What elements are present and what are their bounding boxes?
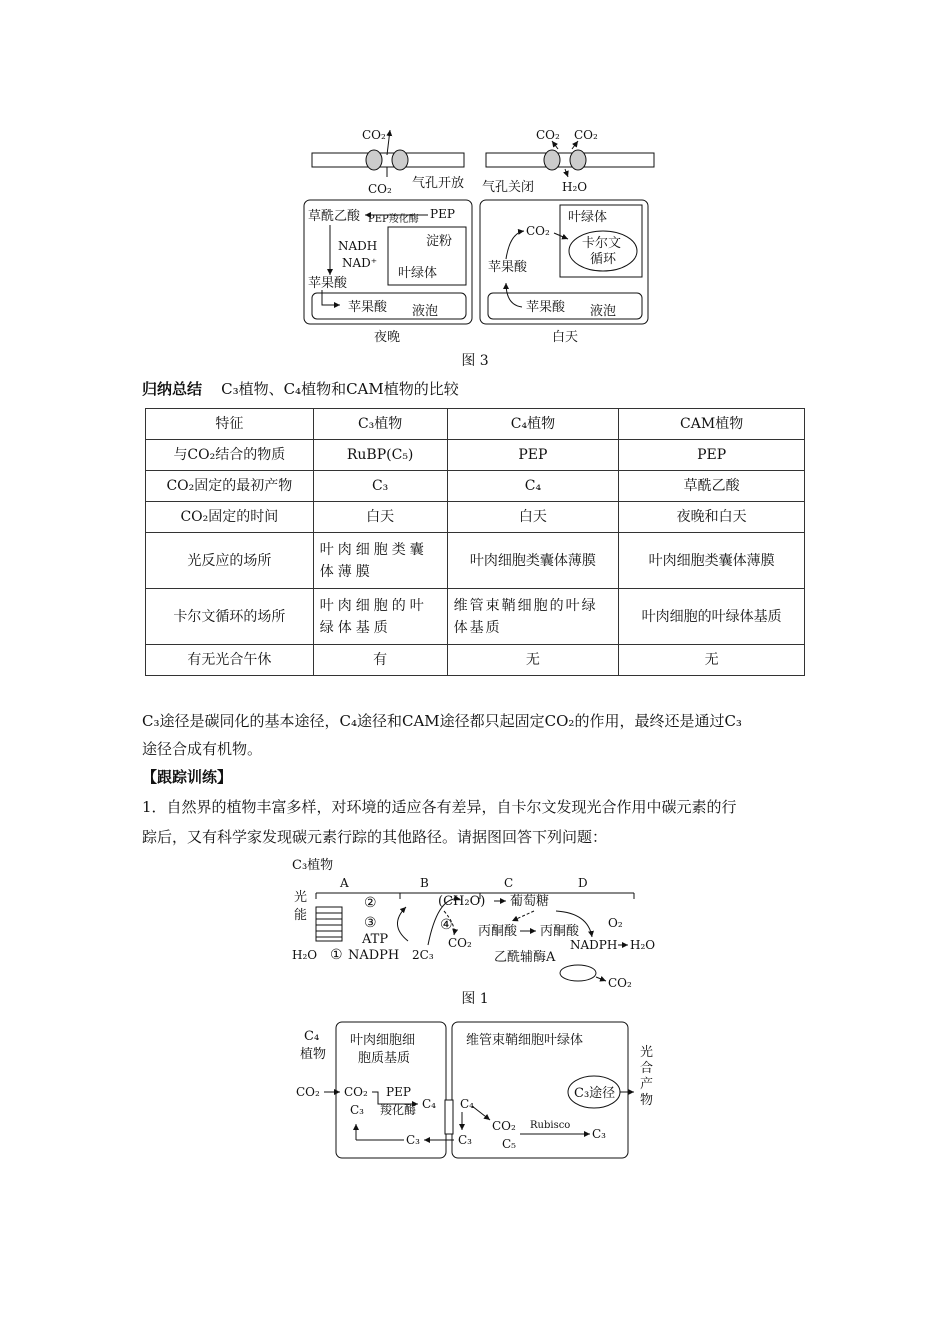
table-cell: 叶肉细胞的叶绿体基质 [619, 589, 805, 645]
table-cell: 卡尔文循环的场所 [146, 589, 314, 645]
fig2-co2-in: CO₂ [296, 1085, 320, 1099]
figure-3-cam-diagram [300, 125, 660, 350]
table-header-cell: C₃植物 [313, 409, 447, 440]
table-cell: 维管束鞘细胞的叶绿体基质 [447, 589, 619, 645]
day-co2: CO₂ [526, 224, 550, 238]
fig1-nadph-2: NADPH [570, 938, 618, 952]
day-calvin-2: 循环 [590, 252, 617, 267]
table-cell: PEP [447, 440, 619, 471]
table-header-cell: 特征 [146, 409, 314, 440]
summary-title: C₃植物、C₄植物和CAM植物的比较 [221, 380, 459, 398]
night-chloroplast: 叶绿体 [398, 266, 438, 281]
fig1-nadph: NADPH [348, 948, 400, 963]
fig2-enzyme: 羧化酶 [380, 1103, 417, 1117]
fig2-c4-a: C₄ [422, 1097, 436, 1111]
table-cell: 夜晚和白天 [619, 502, 805, 533]
table-cell: RuBP(C₅) [313, 440, 447, 471]
day-calvin-1: 卡尔文 [582, 236, 622, 251]
day-malate-2: 苹果酸 [526, 300, 566, 315]
fig2-c3-a: C₃ [350, 1103, 364, 1117]
table-cell: C₄ [447, 471, 619, 502]
table-row [146, 533, 805, 589]
fig1-co2: CO₂ [448, 936, 472, 950]
fig1-ch2o: (CH₂O) [438, 894, 486, 909]
summary-heading [142, 378, 459, 399]
night-co2-bottom: CO₂ [368, 182, 392, 196]
night-nadh: NADH [338, 239, 378, 253]
figure-1-c3-diagram [288, 855, 668, 995]
fig2-co2: CO₂ [344, 1085, 368, 1099]
fig1-pyruvate-2: 丙酮酸 [540, 924, 580, 939]
fig1-co2-b: CO₂ [608, 976, 632, 990]
fig2-mesophyll-2: 胞质基质 [358, 1051, 411, 1066]
table-cell: 有无光合午休 [146, 645, 314, 676]
fig2-plant-2: 植物 [300, 1047, 327, 1062]
comparison-table [145, 408, 805, 676]
fig2-product-3: 产 [640, 1077, 654, 1092]
day-stoma-label: 气孔关闭 [482, 180, 535, 195]
fig1-label-d: D [578, 876, 588, 890]
fig1-h2o: H₂O [292, 948, 318, 962]
paragraph-line: C₃途径是碳同化的基本途径，C₄途径和CAM途径都只起固定CO₂的作用，最终还是通过C₃ [142, 712, 742, 730]
fig1-step-2: ② [364, 895, 377, 911]
table-header-cell: CAM植物 [619, 409, 805, 440]
table-row [146, 589, 805, 645]
table-cell: 白天 [447, 502, 619, 533]
fig2-product-1: 光 [640, 1045, 654, 1060]
fig2-plant-1: C₄ [304, 1029, 320, 1044]
table-cell: 无 [619, 645, 805, 676]
fig2-rubisco: Rubisco [530, 1120, 571, 1131]
night-malate-2: 苹果酸 [348, 300, 388, 315]
question-line: 踪后，又有科学家发现碳元素行踪的其他路径。请据图回答下列问题： [142, 828, 608, 846]
table-cell: 叶肉细胞类囊体薄膜 [313, 533, 447, 589]
table-cell: 白天 [313, 502, 447, 533]
table-cell: CO₂固定的最初产物 [146, 471, 314, 502]
day-malate-1: 苹果酸 [488, 260, 528, 275]
fig2-product-4: 物 [640, 1093, 654, 1108]
table-cell: C₃ [313, 471, 447, 502]
table-cell: 叶肉细胞类囊体薄膜 [619, 533, 805, 589]
night-vacuole: 液泡 [412, 304, 439, 319]
night-starch: 淀粉 [426, 234, 453, 249]
fig1-step-3: ③ [364, 915, 377, 931]
fig1-atp: ATP [362, 932, 389, 947]
fig1-step-1: ① [330, 947, 343, 963]
table-cell: 与CO₂结合的物质 [146, 440, 314, 471]
fig1-o2: O₂ [608, 916, 623, 930]
fig1-label-a: A [340, 876, 349, 890]
summary-prefix: 归纳总结 [142, 380, 203, 398]
fig2-c4-b: C₄ [460, 1097, 474, 1111]
night-malate-1: 苹果酸 [308, 276, 348, 291]
day-co2-a: CO₂ [536, 128, 560, 142]
table-row [146, 645, 805, 676]
fig1-glucose: 葡萄糖 [510, 894, 550, 909]
fig2-c5: C₅ [502, 1137, 516, 1151]
table-cell: CO₂固定的时间 [146, 502, 314, 533]
night-oaa: 草酰乙酸 [308, 209, 361, 224]
question-line: 1．自然界的植物丰富多样，对环境的适应各有差异，自卡尔文发现光合作用中碳元素的行 [142, 798, 737, 816]
table-row [146, 471, 805, 502]
fig2-c3-path: C₃途径 [574, 1086, 616, 1101]
day-h2o: H₂O [562, 180, 588, 194]
table-cell: 草酰乙酸 [619, 471, 805, 502]
table-cell: 光反应的场所 [146, 533, 314, 589]
figure-3-caption: 图 3 [461, 353, 489, 369]
fig1-c3x2: 2C₃ [412, 948, 434, 962]
table-cell: 叶肉细胞类囊体薄膜 [447, 533, 619, 589]
section-heading: 【跟踪训练】 [142, 768, 233, 786]
fig1-acetylcoa: 乙酰辅酶A [494, 950, 556, 965]
night-stoma-label: 气孔开放 [412, 176, 465, 191]
thylakoid-stack-icon [316, 907, 342, 941]
fig2-co2-b: CO₂ [492, 1119, 516, 1133]
table-cell: 叶肉细胞的叶绿体基质 [313, 589, 447, 645]
table-cell: 有 [313, 645, 447, 676]
fig2-c3-c: C₃ [458, 1133, 472, 1147]
table-header-cell: C₄植物 [447, 409, 619, 440]
fig2-c3-d: C₃ [592, 1127, 606, 1141]
fig1-h2o-2: H₂O [630, 938, 656, 952]
fig1-light-1: 光 [294, 890, 308, 905]
fig1-title: C₃植物 [292, 858, 334, 873]
night-pep: PEP [430, 207, 455, 221]
table-row [146, 502, 805, 533]
night-co2-top: CO₂ [362, 128, 386, 142]
night-nad: NAD⁺ [342, 256, 378, 270]
fig1-light-2: 能 [294, 908, 308, 923]
night-enzyme: PEP羧化酶 [368, 214, 419, 225]
fig2-c3-b: C₃ [406, 1133, 420, 1147]
figure-c4-diagram [294, 1020, 664, 1165]
fig2-product-2: 合 [640, 1061, 654, 1076]
day-chloroplast: 叶绿体 [568, 210, 608, 225]
fig2-mesophyll-1: 叶肉细胞细 [350, 1033, 416, 1048]
table-row [146, 440, 805, 471]
night-label: 夜晚 [374, 330, 401, 345]
fig1-label-c: C [504, 876, 514, 890]
day-label: 白天 [552, 330, 579, 345]
fig1-label-b: B [420, 876, 429, 890]
table-cell: PEP [619, 440, 805, 471]
fig1-pyruvate-1: 丙酮酸 [478, 924, 518, 939]
day-co2-b: CO₂ [574, 128, 598, 142]
figure-1-caption: 图 1 [461, 991, 489, 1007]
table-header-row [146, 409, 805, 440]
day-vacuole: 液泡 [590, 304, 617, 319]
fig2-bundle: 维管束鞘细胞叶绿体 [466, 1033, 584, 1048]
table-cell: 无 [447, 645, 619, 676]
paragraph-line: 途径合成有机物。 [142, 740, 263, 758]
fig2-pep: PEP [386, 1085, 411, 1099]
fig1-step-4: ④ [440, 917, 453, 933]
